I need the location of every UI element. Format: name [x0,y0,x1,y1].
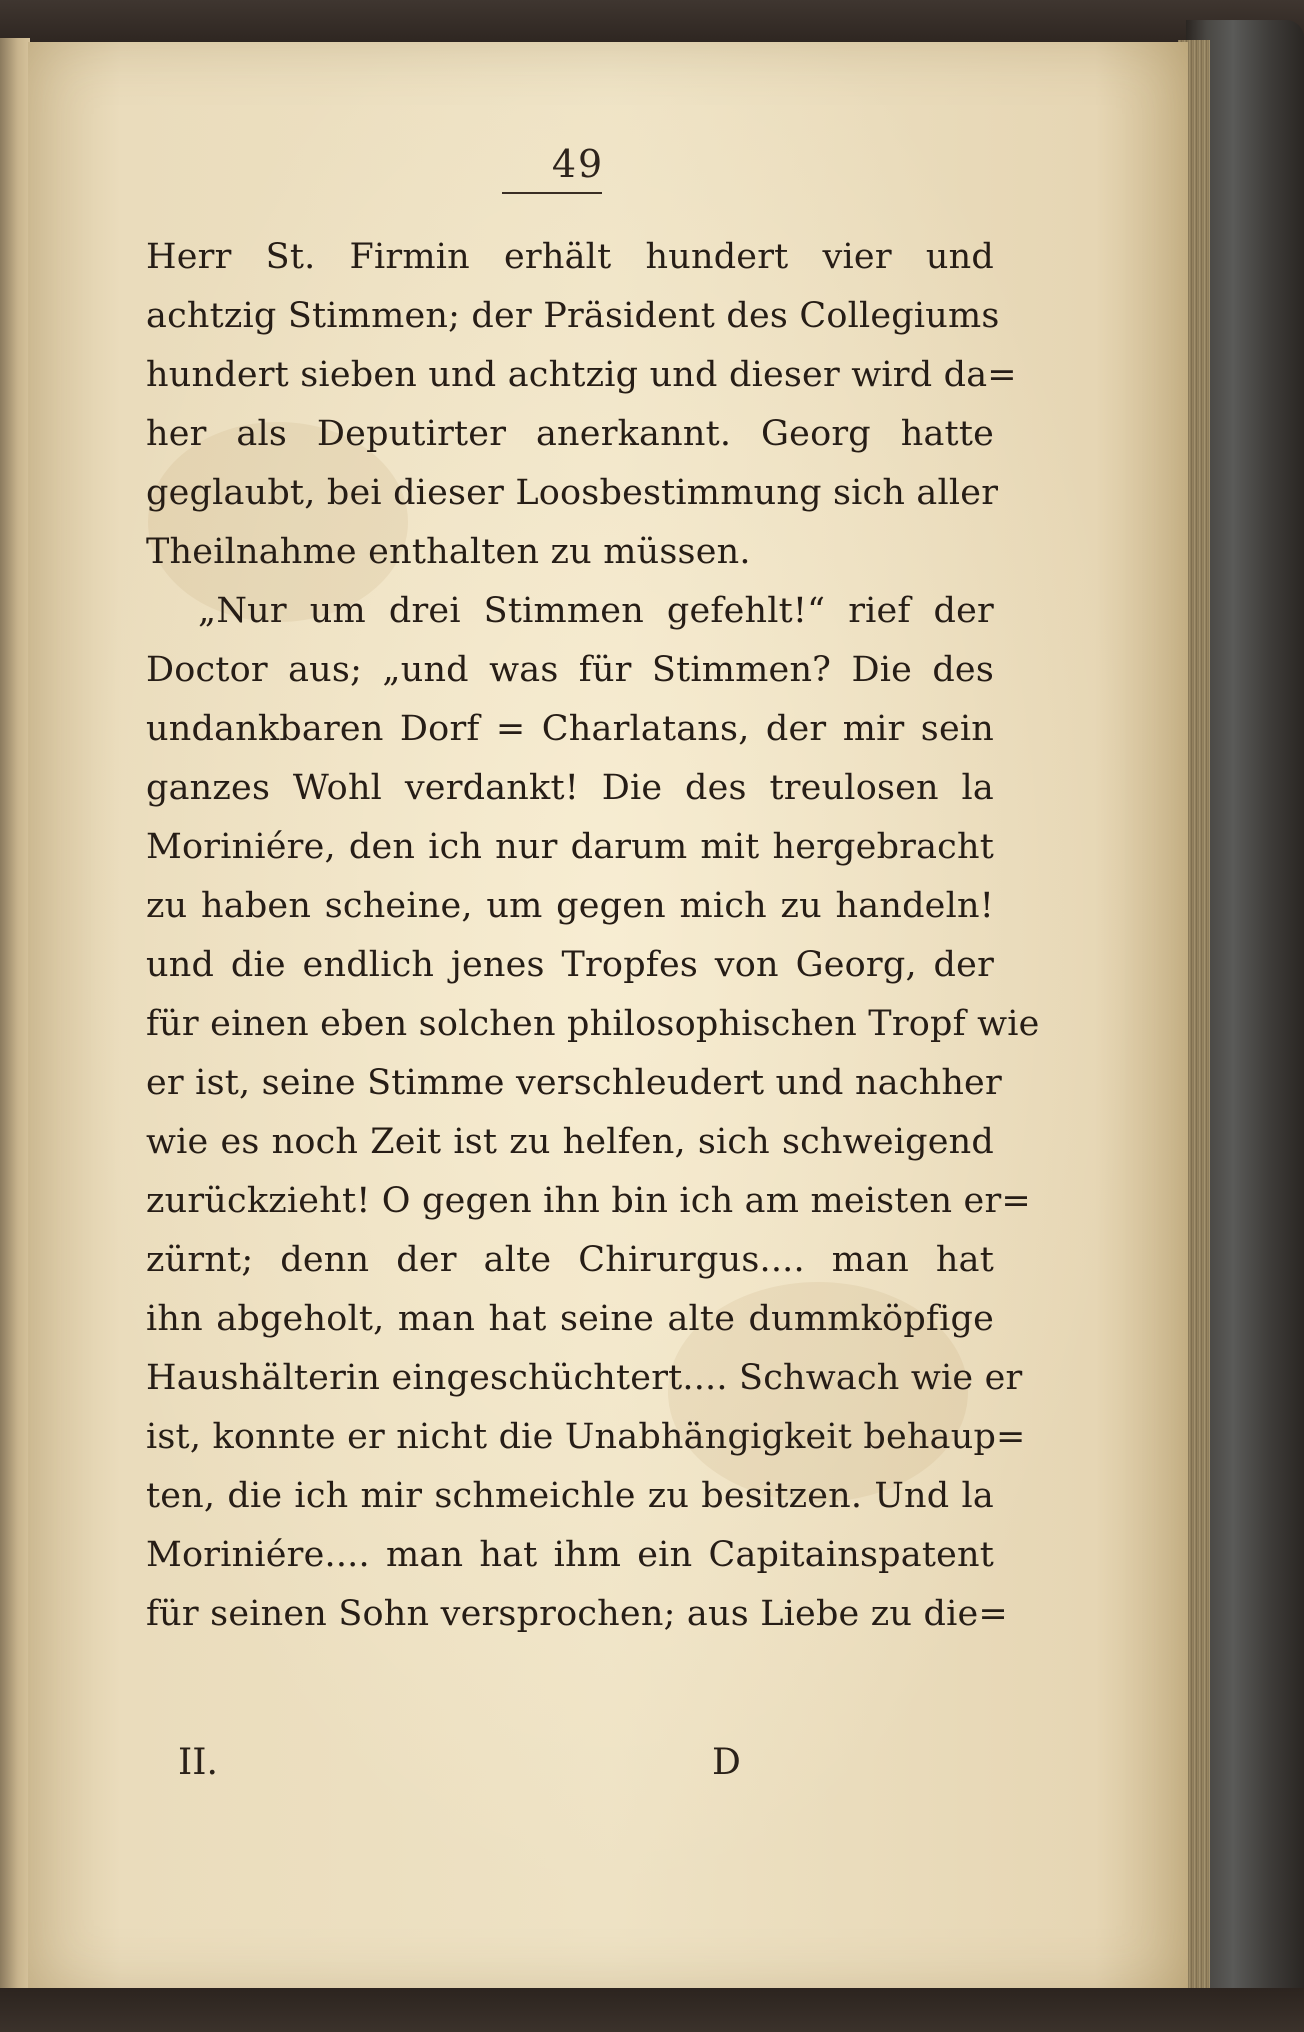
text-line: ihn abgeholt, man hat seine alte dummköpfige [146,1299,994,1339]
text-line: Herr St. Firmin erhält hundert vier und [146,237,994,277]
text-line: Doctor aus; „und was für Stimmen? Die des [146,650,994,690]
text-line: achtzig Stimmen; der Präsident des Collegiums [146,296,1000,336]
text-line: und die endlich jenes Tropfes von Georg, der [146,945,994,985]
text-line: zu haben scheine, um gegen mich zu handeln! [146,886,994,926]
text-line: hundert sieben und achtzig und dieser wird da= [146,355,1017,395]
text-line: zürnt; denn der alte Chirurgus.... man hat [146,1240,994,1280]
text-line: für einen eben solchen philosophischen Tropf wie [146,1004,1040,1044]
text-line: geglaubt, bei dieser Loosbestimmung sich aller [146,473,999,513]
text-line: für seinen Sohn versprochen; aus Liebe zu die= [146,1594,1008,1634]
text-line: undankbaren Dorf = Charlatans, der mir sein [146,709,994,749]
text-line: ganzes Wohl verdankt! Die des treulosen la [146,768,994,808]
text-line: Moriniére.... man hat ihm ein Capitainspatent [146,1535,994,1575]
text-line: Moriniére, den ich nur darum mit hergebracht [146,827,994,867]
text-line: Haushälterin eingeschüchtert.... Schwach wie er [146,1358,1023,1398]
book-page [28,42,1188,1992]
text-line: „Nur um drei Stimmen gefehlt!“ rief der [198,591,994,631]
text-line: zurückzieht! O gegen ihn bin ich am meisten er= [146,1181,1031,1221]
page-number: 49 [551,142,605,186]
text-line: ten, die ich mir schmeichle zu besitzen. Und la [146,1476,994,1516]
facing-page-edge [0,38,30,1998]
body-text [146,228,1040,1644]
background-bottom [0,1988,1304,2032]
text-line: wie es noch Zeit ist zu helfen, sich schweigend [146,1122,994,1162]
text-line: her als Deputirter anerkannt. Georg hatte [146,414,994,454]
background-top [0,0,1304,48]
text-line: ist, konnte er nicht die Unabhängigkeit behaup= [146,1417,1026,1457]
text-line: er ist, seine Stimme verschleudert und nachher [146,1063,1002,1103]
catchword-mark: D [712,1742,741,1783]
signature-mark: II. [178,1742,218,1783]
text-line: Theilnahme enthalten zu müssen. [146,532,751,572]
page-number-rule [502,192,602,194]
